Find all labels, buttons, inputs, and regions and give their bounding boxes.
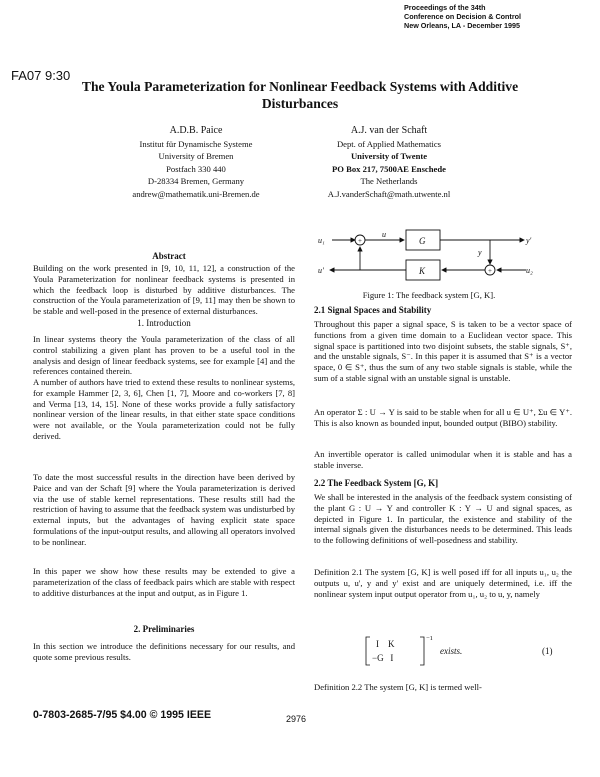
equation-1-matrix xyxy=(360,634,560,668)
abstract-heading: Abstract xyxy=(152,251,186,261)
isbn-footer: 0-7803-2685-7/95 $4.00 © 1995 IEEE xyxy=(33,709,212,721)
section-2-2-paragraph-1: We shall be interested in the analysis of the feedback system consisting of the plant G : U → Y and controller K : Y → U and signal spaces, as depicted in Figure 1. In particular, the existence and stability of the internal signals given the disturbances needs to be determined. This leads to the following definitions of well-posedness and stability. xyxy=(314,492,572,546)
figure-input-u2: u₂ xyxy=(526,266,533,275)
preliminaries-heading: 2. Preliminaries xyxy=(133,624,195,634)
equation-tail-text: exists. xyxy=(440,646,463,656)
figure-signal-y: y xyxy=(478,248,482,257)
feedback-system-diagram xyxy=(318,226,540,288)
figure-output-u-prime: u' xyxy=(318,266,324,275)
equation-inverse-superscript: −1 xyxy=(426,635,433,642)
proceedings-line-1: Proceedings of the 34th xyxy=(404,3,486,12)
figure-block-g: G xyxy=(419,236,426,246)
proceedings-line-2: Conference on Decision & Control xyxy=(404,12,522,22)
author-email[interactable]: A.J.vanderSchaft@math.utwente.nl xyxy=(327,188,451,199)
author-name: A.J. van der Schaft xyxy=(350,125,428,136)
equation-number: (1) xyxy=(542,646,553,656)
author-email[interactable]: andrew@mathematik.uni-Bremen.de xyxy=(132,188,260,199)
section-2-2-heading: 2.2 The Feedback System [G, K] xyxy=(314,478,439,488)
figure-block-k: K xyxy=(419,266,426,276)
author-name: A.D.B. Paice xyxy=(169,125,223,136)
figure-sum-sign-bottom: + xyxy=(488,267,492,275)
paper-title: The Youla Parameterization for Nonlinear Feedback Systems with Additive Disturbances xyxy=(81,79,519,111)
figure-output-y-prime: y' xyxy=(526,236,532,245)
proceedings-line-3: New Orleans, LA - December 1995 xyxy=(404,21,520,31)
author-address: Postfach 330 440 xyxy=(166,163,226,174)
author-affiliation: Dept. of Applied Mathematics xyxy=(336,138,442,149)
introduction-heading: 1. Introduction xyxy=(137,318,191,328)
author-city: The Netherlands xyxy=(360,176,418,187)
figure-caption: Figure 1: The feedback system [G, K]. xyxy=(362,290,496,300)
proceedings-header xyxy=(404,3,598,31)
section-2-1-paragraph-1: Throughout this paper a signal space, S is taken to be a vector space of functions from a given time domain to a Euclidean vector space. This signal space is partitioned into two disjoint subsets, the stable signals, S⁺, and the unstable signals, S⁻. In this paper it is assumed that S⁺ is a vector space, 0 ∈ S⁺, thus the sum of any two stable signals is stable, while the sum of a stable signal with an unstable signal is unstable. xyxy=(314,319,572,383)
session-code: FA07 9:30 xyxy=(11,68,71,83)
author-block-1 xyxy=(110,125,282,201)
equation-row-2: −G I xyxy=(372,653,394,663)
figure-sum-sign-top: + xyxy=(358,237,362,245)
equation-row-1: I K xyxy=(376,639,395,649)
section-2-1-paragraph-3: An invertible operator is called unimodular when it is stable and has a stable inverse. xyxy=(314,449,572,470)
definition-2-2: Definition 2.2 The system [G, K] is termed well- xyxy=(314,682,482,692)
author-affiliation: Institut für Dynamische Systeme xyxy=(139,138,253,149)
preliminaries-paragraph-1: In this section we introduce the definitions necessary for our results, and quote some previous results. xyxy=(33,641,295,662)
author-city: D-28334 Bremen, Germany xyxy=(147,176,245,187)
introduction-paragraph-1: In linear systems theory the Youla parameterization of the class of all control stabilizing a given plant has proven to be a useful tool in the analysis and design of linear feedback systems, see for example [4] and the references contained therein. xyxy=(33,334,295,377)
section-2-1-paragraph-2: An operator Σ : U → Y is said to be stable when for all u ∈ U⁺, Σu ∈ Y⁺. This is also known as bounded input, bounded output (BIBO) stability. xyxy=(314,407,572,428)
author-institution: University of Bremen xyxy=(158,151,234,162)
definition-2-1: Definition 2.1 The system [G, K] is well posed iff for all inputs u₁, u₂ the outputs u, u', y and y' exist and are uniquely determined, i.e. iff the nonlinear system input output operator from u₁, u₂ to u, y, namely xyxy=(314,567,572,599)
abstract-text: Building on the work presented in [9, 10, 11, 12], a construction of the Youla Parameterization for nonlinear feedback systems is presented in which the feedback loop is disturbed by additive disturbances. The construction of the Youla parameterization of [9, 11] may then be shown to be stable and well-posed in the presence of external disturbances. xyxy=(33,263,295,317)
figure-signal-u: u xyxy=(382,230,386,239)
author-block-2 xyxy=(300,125,478,201)
introduction-paragraph-3: To date the most successful results in the direction have been derived by Paice and van der Schaft [9] where the Youla parameterization is derived via the use of stable kernel representations. These results still had the restriction of having to assume that the feedback system was undisturbed by external inputs, but the advantages of having explicit state space formulations of the input-output results, and allowing all operators involved to be nonlinear. xyxy=(33,472,295,547)
author-address: PO Box 217, 7500AE Enschede xyxy=(332,163,446,174)
page-number: 2976 xyxy=(286,714,307,724)
introduction-paragraph-2: A number of authors have tried to extend these results to nonlinear systems, for example Hammer [2, 3, 6], Chen [1, 7], Moore and co-workers [7, 8] and Verma [13, 14, 15]. None of these works provide a fully satisfactory nonlinear version of the linear results, in that either state space conditions were not available, or the Youla parameterization could not be fully derived. xyxy=(33,377,295,441)
author-institution: University of Twente xyxy=(350,151,428,162)
introduction-paragraph-4: In this paper we show how these results may be extended to give a parameterization of the class of feedback pairs which are stable with respect to additive disturbances at the input and output, as in Figure 1. xyxy=(33,566,295,598)
figure-input-u1: u₁ xyxy=(318,236,325,245)
section-2-1-heading: 2.1 Signal Spaces and Stability xyxy=(314,305,432,315)
equation-1 xyxy=(360,634,560,668)
